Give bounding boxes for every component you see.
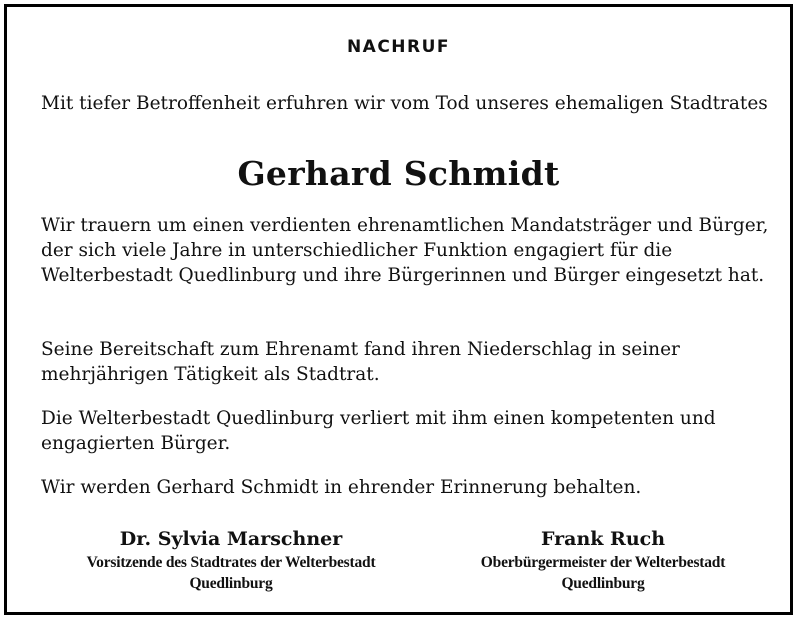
paragraph-remembrance: Wir werden Gerhard Schmidt in ehrender Erinnerung behalten. bbox=[41, 477, 642, 498]
intro-text: Mit tiefer Betroffenheit erfuhren wir vom Tod unseres ehemaligen Stadtrates bbox=[41, 93, 768, 114]
paragraph-service: Seine Bereitschaft zum Ehrenamt fand ihren Niederschlag in seiner mehrjährigen Tätigkeit als Stadtrat. bbox=[41, 339, 680, 385]
signatory-name: Dr. Sylvia Marschner bbox=[119, 528, 343, 550]
deceased-name: Gerhard Schmidt bbox=[237, 154, 560, 193]
obituary-frame bbox=[4, 4, 793, 615]
signatory-name: Frank Ruch bbox=[540, 528, 666, 550]
signatory-role-city: Quedlinburg bbox=[561, 575, 645, 592]
signatory-role: Oberbürgermeister der Welterbestadt bbox=[480, 554, 726, 571]
signatory-role: Vorsitzende des Stadtrates der Welterbestadt bbox=[86, 554, 376, 571]
paragraph-loss: Die Welterbestadt Quedlinburg verliert mit ihm einen kompetenten und engagierten Bürger. bbox=[41, 408, 716, 454]
signature-block-mayor bbox=[443, 526, 763, 594]
signature-block-chair bbox=[41, 526, 421, 594]
notice-heading: NACHRUF bbox=[346, 37, 451, 57]
signatory-role-city: Quedlinburg bbox=[189, 575, 273, 592]
paragraph-tribute: Wir trauern um einen verdienten ehrenamtlichen Mandatsträger und Bürger, der sich viele Jahre in unterschiedlicher Funktion engagiert für die Welterbestadt Quedlinburg und ihre Bürgerinnen und Bürger eingesetzt hat. bbox=[41, 215, 769, 286]
